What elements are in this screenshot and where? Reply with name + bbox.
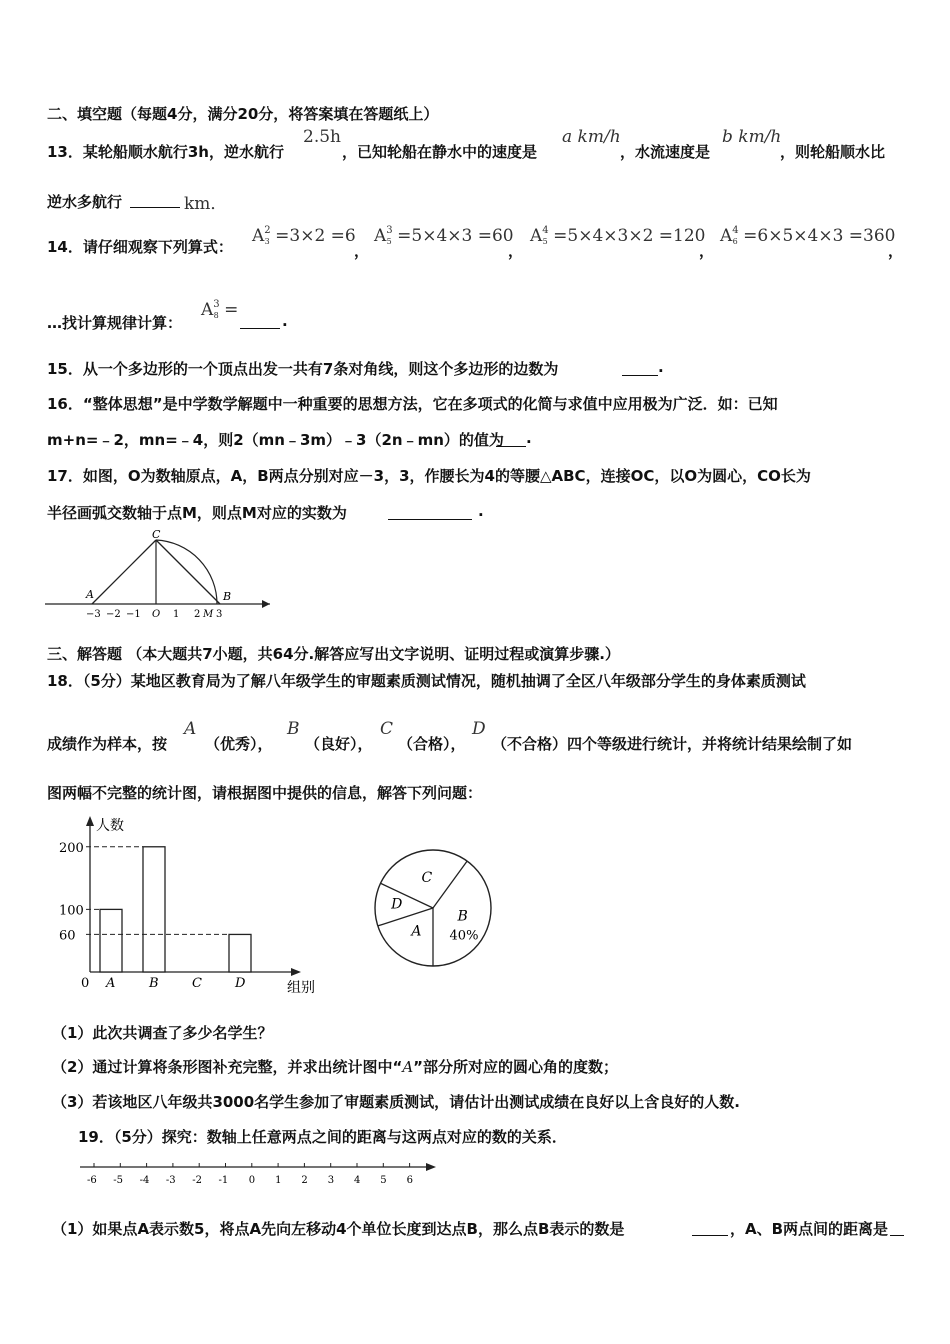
q18-grade-b: B xyxy=(287,719,300,739)
q18-sub2: （2）通过计算将条形图补充完整，并求出统计图中“A”部分所对应的圆心角的度数； xyxy=(52,1058,619,1076)
q17-tick: M xyxy=(203,609,214,620)
q13-mid2: ，水流速度是 xyxy=(620,143,711,161)
q19-tick-label: -5 xyxy=(113,1175,124,1186)
q18-grade-c: C xyxy=(380,719,394,739)
q15-period: . xyxy=(658,358,664,376)
q18-line2-d: （合格）， xyxy=(398,735,466,753)
q18-line2-a: 成绩作为样本，按 xyxy=(47,735,168,753)
q19-blank-1[interactable] xyxy=(692,1234,728,1236)
q14-query: $A^38$ = xyxy=(201,299,239,320)
q13-time: 2.5h xyxy=(303,127,341,147)
q19-sub1-b: ，A、B两点间的距离是 xyxy=(730,1220,889,1238)
bar-category-label: C xyxy=(192,976,202,991)
q19-tick-label: -4 xyxy=(139,1175,150,1186)
pie-slice-label-B: B xyxy=(457,908,468,925)
q17-label-c: C xyxy=(152,528,161,541)
q19-line1: 19．（5分）探究：数轴上任意两点之间的距离与这两点对应的数的关系． xyxy=(78,1128,567,1146)
x-axis-label: 组别 xyxy=(287,980,315,996)
q19-tick-label: -3 xyxy=(165,1175,176,1186)
y-axis-label: 人数 xyxy=(96,818,124,834)
q19-tick-label: 6 xyxy=(406,1175,413,1186)
q19-tick-label: -2 xyxy=(192,1175,202,1186)
q19-arrow-icon xyxy=(426,1163,436,1171)
q17-side-ac xyxy=(92,540,156,604)
q19-blank-2[interactable] xyxy=(890,1234,904,1236)
origin-label: 0 xyxy=(81,976,90,991)
section-3-heading: 三、解答题 （本大题共7小题，共64分.解答应写出文字说明、证明过程或演算步骤.） xyxy=(47,645,620,663)
q18-grade-a: A xyxy=(184,719,197,739)
q18-line2-c: （良好）， xyxy=(305,735,373,753)
q14-comma-1: ， xyxy=(354,242,370,260)
bar-category-label: B xyxy=(149,976,159,991)
q17-ticks xyxy=(86,609,222,620)
q17-tick: −3 xyxy=(86,609,101,620)
q15-text: 15．从一个多边形的一个顶点出发一共有7条对角线，则这个多边形的边数为 xyxy=(47,360,559,378)
q17-tick: 2 xyxy=(194,609,201,620)
bar-chart xyxy=(55,812,335,1002)
q14-comma-3: ， xyxy=(699,242,715,260)
y-tick-label: 200 xyxy=(59,840,84,856)
q18-grade-d: D xyxy=(472,719,486,739)
pie-slice-label-A: A xyxy=(411,923,422,940)
q17-tick: 1 xyxy=(173,609,180,620)
q19-tick-label: 1 xyxy=(275,1175,282,1186)
q19-tick-label: -6 xyxy=(87,1175,97,1186)
q19-tick-label: 0 xyxy=(248,1175,256,1186)
q17-period: . xyxy=(478,502,484,520)
q19-number-line xyxy=(76,1154,441,1190)
q19-tick-label: -1 xyxy=(218,1175,229,1186)
q17-figure xyxy=(40,528,280,623)
q17-tick: −1 xyxy=(126,609,141,620)
pie-chart xyxy=(368,838,498,978)
q13-unit: km． xyxy=(184,194,228,214)
q14-expr-4: $A^46 =6\times 5\times 4\times 3 =360$ xyxy=(720,225,896,246)
q17-tick: −2 xyxy=(106,609,121,620)
q16-line1: 16．“整体思想”是中学数学解题中一种重要的思想方法，它在多项式的化简与求值中应用极为广泛．如：已知 xyxy=(47,395,778,413)
q14-line2: …找计算规律计算： xyxy=(47,314,183,332)
q13-line2: 逆水多航行 xyxy=(47,193,123,211)
q14-period: . xyxy=(282,312,288,330)
q18-line3: 图两幅不完整的统计图，请根据图中提供的信息，解答下列问题： xyxy=(47,784,483,802)
q18-line1: 18．（5分）某地区教育局为了解八年级学生的审题素质测试情况，随机抽调了全区八年级部分学生的身体素质测试 xyxy=(47,672,806,690)
q17-label-b: B xyxy=(223,590,232,603)
y-axis-arrow-icon xyxy=(86,816,94,826)
q13-blank[interactable] xyxy=(130,206,180,208)
q17-line2: 半径画弧交数轴于点M，则点M对应的实数为 xyxy=(47,504,347,522)
x-axis-arrow-icon xyxy=(291,968,301,976)
bar-D xyxy=(229,934,251,972)
pie-slice-label-C: C xyxy=(421,869,433,886)
q14-expr-3: $A^45 =5\times 4\times 3\times 2 =120$ xyxy=(530,225,706,246)
section-2-heading: 二、填空题（每题4分，满分20分，将答案填在答题纸上） xyxy=(47,105,439,123)
q14-blank[interactable] xyxy=(240,327,280,329)
q18-sub1: （1）此次共调查了多少名学生？ xyxy=(52,1024,273,1042)
q14-expr-2: $A^35 =5\times 4\times 3 =60$ xyxy=(374,225,514,246)
q16-period: . xyxy=(526,429,532,447)
q13-tail: ，则轮船顺水比 xyxy=(780,143,886,161)
pie-slice-percent: 40% xyxy=(449,928,479,944)
q14-label: 14．请仔细观察下列算式： xyxy=(47,238,233,256)
q16-line2: m+n=﹣2，mn=﹣4，则2（mn﹣3m）﹣3（2n﹣mn）的值为 xyxy=(47,431,504,449)
q13-label: 13．某轮船顺水航行3h，逆水航行 xyxy=(47,143,284,161)
q17-tick: O xyxy=(152,609,161,620)
q19-tick-label: 5 xyxy=(380,1175,387,1186)
y-tick-label: 100 xyxy=(59,903,84,919)
q15-blank[interactable] xyxy=(622,374,658,376)
bar-B xyxy=(143,847,165,972)
q14-expr-1: $A^23 =3\times 2 =6$ xyxy=(252,225,356,246)
q16-blank[interactable] xyxy=(496,445,526,447)
q13-mid: ，已知轮船在静水中的速度是 xyxy=(342,143,538,161)
q18-line2-e: （不合格）四个等级进行统计，并将统计结果绘制了如 xyxy=(492,735,853,753)
q17-tick: 3 xyxy=(216,609,223,620)
q14-comma-4: ， xyxy=(888,242,904,260)
q17-blank[interactable] xyxy=(388,518,472,520)
q13-speed-b: b km/h xyxy=(722,127,782,147)
bar-A xyxy=(100,909,122,972)
q18-sub3: （3）若该地区八年级共3000名学生参加了审题素质测试，请估计出测试成绩在良好以上含良好的人数. xyxy=(52,1093,740,1111)
q19-tick-label: 4 xyxy=(354,1175,361,1186)
q17-arrow-icon xyxy=(262,600,270,608)
q19-tick-label: 2 xyxy=(301,1175,308,1186)
q17-line1: 17．如图，O为数轴原点，A，B两点分别对应－3，3，作腰长为4的等腰△ABC，连接OC，以O为圆心，CO长为 xyxy=(47,467,811,485)
q13-speed-a: a km/h xyxy=(562,127,621,147)
bar-category-label: D xyxy=(235,976,246,991)
q19-tick-label: 3 xyxy=(327,1175,335,1186)
y-tick-label: 60 xyxy=(59,928,76,944)
q18-line2-b: （优秀）， xyxy=(205,735,273,753)
q19-sub1: （1）如果点A表示数5，将点A先向左移动4个单位长度到达点B，那么点B表示的数是 xyxy=(52,1220,625,1238)
pie-slice-label-D: D xyxy=(391,896,403,913)
q14-comma-2: ， xyxy=(508,242,524,260)
q17-label-a: A xyxy=(86,588,94,601)
bar-category-label: A xyxy=(106,976,116,991)
